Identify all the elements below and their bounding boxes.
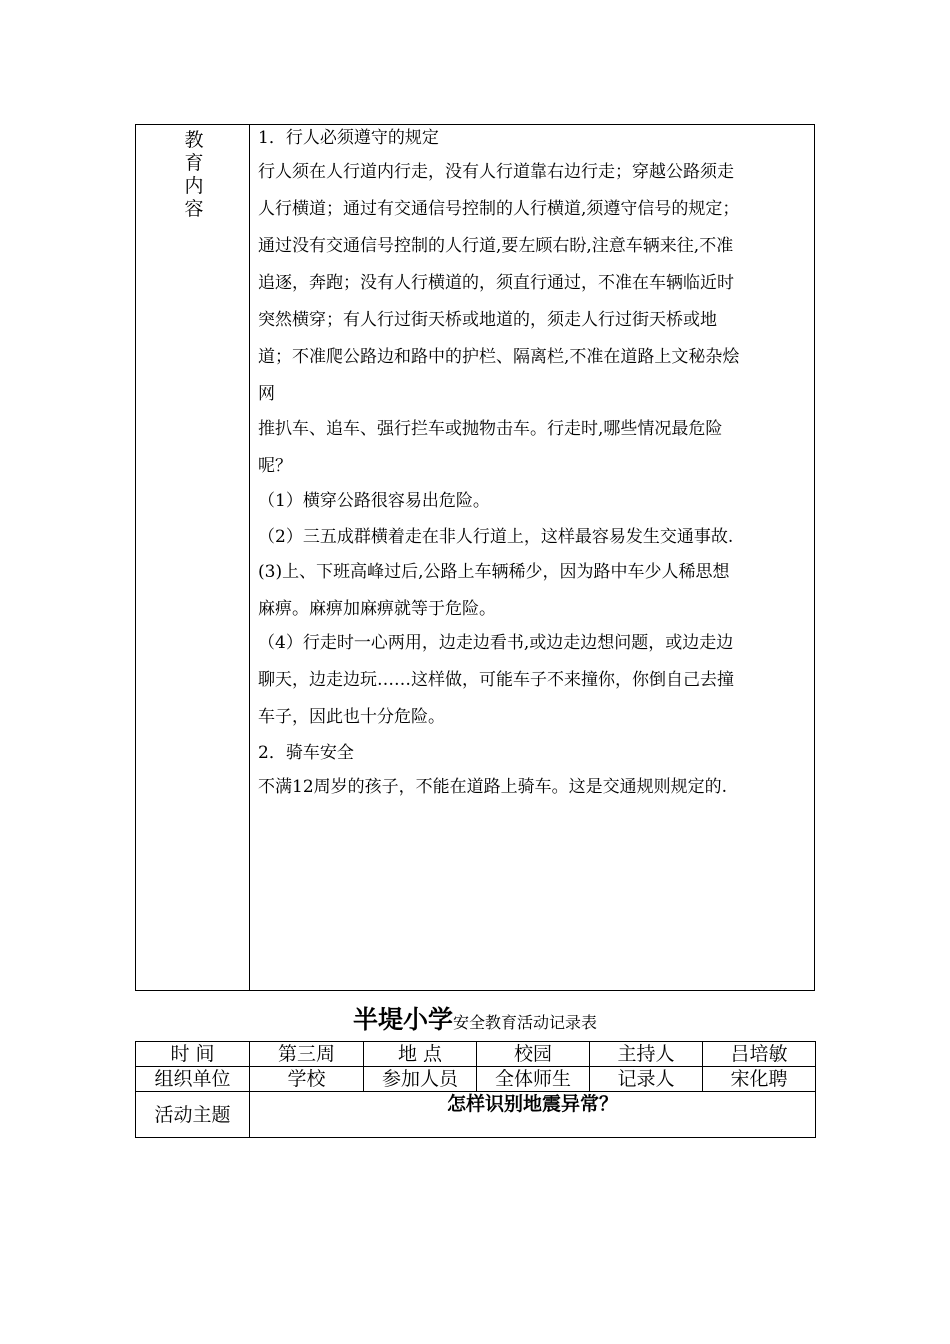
label-column: [136, 125, 250, 990]
recorder-label: 记录人: [590, 1067, 703, 1092]
recorder-value: 宋化聘: [703, 1067, 816, 1092]
time-value: 第三周: [250, 1042, 364, 1067]
content-line: 通过没有交通信号控制的人行道,要左顾右盼,注意车辆来往,不准: [258, 236, 734, 256]
topic-value: 怎样识别地震异常？: [250, 1092, 816, 1138]
record-row-time-place: [136, 1042, 816, 1067]
label-char: 育: [184, 152, 204, 174]
content-line: 2．骑车安全: [258, 743, 354, 763]
content-line: 网: [258, 384, 275, 404]
school-name: 半堤小学: [352, 1005, 453, 1034]
activity-record-table: [135, 1041, 816, 1138]
content-line: 1．行人必须遵守的规定: [258, 128, 439, 148]
host-value: 吕培敏: [703, 1042, 816, 1067]
content-line: 行人须在人行道内行走，没有人行道靠右边行走；穿越公路须走: [258, 162, 734, 182]
participants-value: 全体师生: [477, 1067, 590, 1092]
time-label: 时 间: [136, 1042, 250, 1067]
content-line: 突然横穿；有人行过街天桥或地道的，须走人行过街天桥或地: [258, 310, 717, 330]
participants-label: 参加人员: [364, 1067, 477, 1092]
content-line: 不满12周岁的孩子，不能在道路上骑车。这是交通规则规定的.: [258, 777, 728, 797]
topic-label: 活动主题: [136, 1092, 250, 1138]
content-line: 道；不准爬公路边和路中的护栏、隔离栏,不准在道路上文秘杂烩: [258, 347, 740, 367]
organizer-value: 学校: [250, 1067, 364, 1092]
content-line: 人行横道；通过有交通信号控制的人行横道,须遵守信号的规定；: [258, 199, 740, 219]
content-line: 呢？: [258, 456, 292, 476]
place-label: 地 点: [364, 1042, 477, 1067]
organizer-label: 组织单位: [136, 1067, 250, 1092]
content-line: （4）行走时一心两用，边走边看书,或边走边想问题，或边走边: [258, 633, 734, 653]
form-subtitle: 安全教育活动记录表: [453, 1013, 598, 1032]
content-line: 聊天，边走边玩……这样做，可能车子不来撞你，你倒自己去撞: [258, 670, 734, 690]
content-line: （1）横穿公路很容易出危险。: [258, 491, 490, 511]
content-line: （2）三五成群横着走在非人行道上，这样最容易发生交通事故.: [258, 527, 734, 547]
content-line: 推扒车、追车、强行拦车或抛物击车。行走时,哪些情况最危险: [258, 419, 723, 439]
record-row-topic: [136, 1092, 816, 1138]
record-row-organizer: [136, 1067, 816, 1092]
content-line: 车子，因此也十分危险。: [258, 707, 445, 727]
content-line: 追逐，奔跑；没有人行横道的，须直行通过，不准在车辆临近时: [258, 273, 734, 293]
host-label: 主持人: [590, 1042, 703, 1067]
label-char: 教: [184, 129, 204, 151]
place-value: 校园: [477, 1042, 590, 1067]
label-char: 容: [184, 198, 204, 220]
content-line: 麻痹。麻痹加麻痹就等于危险。: [258, 599, 496, 619]
content-line: (3)上、下班高峰过后,公路上车辆稀少，因为路中车少人稀思想: [258, 562, 730, 582]
record-form-title: [0, 1000, 950, 1036]
education-content-label: [183, 129, 205, 221]
label-char: 内: [184, 175, 204, 197]
